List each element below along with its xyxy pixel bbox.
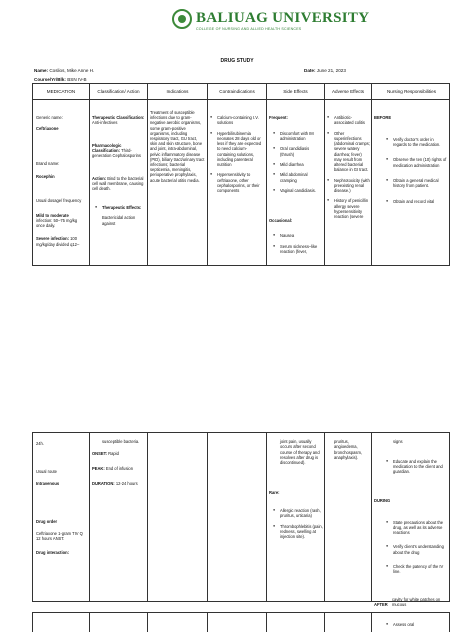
side-effect-item: ● Discomfort with IM administration [273,131,323,141]
drug-study-table-page3 [32,612,450,632]
contraindication-item: ● Hypersensitivity to ceftriaxone, other cephalosporins, or their components [210,172,264,193]
column-header-contraindications: Contraindications [219,89,255,94]
adverse-effect-item: ● Other superinfections (abdominal cramps; severe watery diarrhea; fever) may result from altered bacterial balance in GI tract. [327,131,370,173]
side-effect-item: ● Vaginal candidiasis. [273,188,323,193]
side-effect-item: ● Thrombophlebitis (pain, redness, swelling at injection site). [273,524,323,540]
column-header-side-effects: Side Effects [283,89,308,94]
nursing-responsibilities-cell-continued: signs ● Educate and explain the medication to the client and guardian. DURING ● State precautions about the drug, as well as its adverse reactions ● Verify client's understanding about the drug ● Check the patency of the IV line. AFTER ● Assess oral [374,434,448,637]
indications-cell: Treatment of susceptible infections due to gram-negative aerobic organisms, some gram-positive organisms, including respiratory tract, GU tract, skin and skin structure, bone and joint, intra-abdominal, pelvic inflammatory disease (PID), biliary tract/urinary tract infections; bacterial septicemia, meningitis, perioperative prophylaxis, acute bacterial otitis media. [150,110,205,183]
adverse-effect-item: ● Nephrotoxicity (with preexisting renal disease.) [327,178,370,194]
column-header-medication: MEDICATION [46,89,76,94]
student-name: Name: Coslios, Mike Anne H. [34,68,95,73]
contraindications-cell [210,110,264,198]
side-effect-item: ● Mild diarrhea [273,162,323,167]
adverse-effect-item: ● Antibiotic-associated colitis [327,115,370,125]
side-effect-item: ● Oral candidiasis (thrush) [273,146,323,156]
nursing-item: ● Obtain and record vital [386,199,448,204]
column-header-classification: Classification/ Action [97,89,140,94]
nursing-responsibilities-cell: BEFORE ● Verify doctor's order in regards to the medication. ● Observe the ten (10) rights of medication administration ● Obtain a general medical history from patient. ● Obtain and record vital [374,110,448,214]
contraindication-item: ● Hyperbilirubinemia neonates 28 days old or less if they are expected to need calcium-containing solutions, including parenteral nutrition [210,131,264,167]
side-effects-cell: Frequent: ● Discomfort with IM administration ● Oral candidiasis (thrush) ● Mild diarrhea ● Mild abdominal cramping ● Vaginal candidiasis. Occasional: ● Nausea ● Serum sickness–like reaction (fever, [269,110,323,265]
nursing-item: ● Verify doctor's order in regards to the medication. [386,137,448,147]
side-effect-item: ● Serum sickness–like reaction (fever, [273,244,323,254]
nursing-item: ● State precautions about the drug, as well as its adverse reactions [386,520,448,536]
nursing-item: ● Verify client's understanding about the drug [386,544,448,554]
nursing-item: ● Assess oral [386,622,448,627]
column-header-adverse-effects: Adverse Effects [331,89,365,94]
adverse-effect-item: ● History of penicillin allergy severe hypersensitivity reaction (severe [327,198,370,219]
university-name: BALIUAG UNIVERSITY [196,10,370,26]
classification-cell-continued: susceptible bacteria. ONSET: Rapid PEAK: End of infusion DURATION: 12-24 hours [92,439,140,487]
nursing-item: ● Check the patency of the IV line. [386,564,448,574]
nursing-item: ● Obtain a general medical history from patient. [386,178,448,188]
medication-cell-continued: 24h. Usual route Intravenous Drug order Ceftriaxone 1-gram TIV Q 12 hours ANST. Drug interaction: [36,441,83,555]
column-header-nursing-responsibilities: Nursing Responsibilities [386,89,437,94]
course-year-block: Course/Yr/Blk: BSN IV-B [34,77,87,82]
side-effect-item: ● Mild abdominal cramping [273,172,323,182]
contraindication-item: ● Calcium-containing I.V. solutions [210,115,264,125]
side-effect-item: ● Nausea [273,233,323,238]
nursing-responsibilities-cell-page3: cavity for white patches on mucous [392,597,441,608]
adverse-effects-cell-continued: pruritus, angioedema, bronchospasm, anaphylaxis). [334,439,362,460]
side-effect-item: ● Allergic reaction (rash, pruritus, urticaria) [273,508,323,518]
nursing-item: ● Observe the ten (10) rights of medication administration [386,157,448,167]
side-effects-cell-continued: joint pain, usually occurs after second course of therapy and resolves after drug is discontinued). Rare: ● Allergic reaction (rash, pruritus, urticaria) ● Thrombophlebitis (pain, redness, swelling at injection site). [269,434,323,550]
column-header-indications: Indications [166,89,189,94]
adverse-effects-cell [327,110,370,224]
nursing-item: ● Educate and explain the medication to the client and guardian. [386,459,448,475]
university-logo-icon [172,9,192,29]
study-date: Date: June 21, 2023 [304,68,346,73]
medication-cell: Generic name: Ceftriaxone Brand name: Rocephin Usual dosage/ frequency Mild to moderate infection: 50–75 mg/kg once daily. Severe infection: 100 mg/kg/day divided q12– [36,115,82,247]
college-name: COLLEGE OF NURSING AND ALLIED HEALTH SCIENCES [196,27,302,31]
page-title: DRUG STUDY [220,58,254,64]
classification-cell: Therapeutic Classification: Anti-infectives Pharmacologic Classification: Third-generation Cephalosporins Action: Bind to the bacterial cell wall membrane, causing cell death. ● Therapeutic Effects: Bactericidal action against [92,110,145,231]
drug-study-table-page1 [32,83,450,266]
